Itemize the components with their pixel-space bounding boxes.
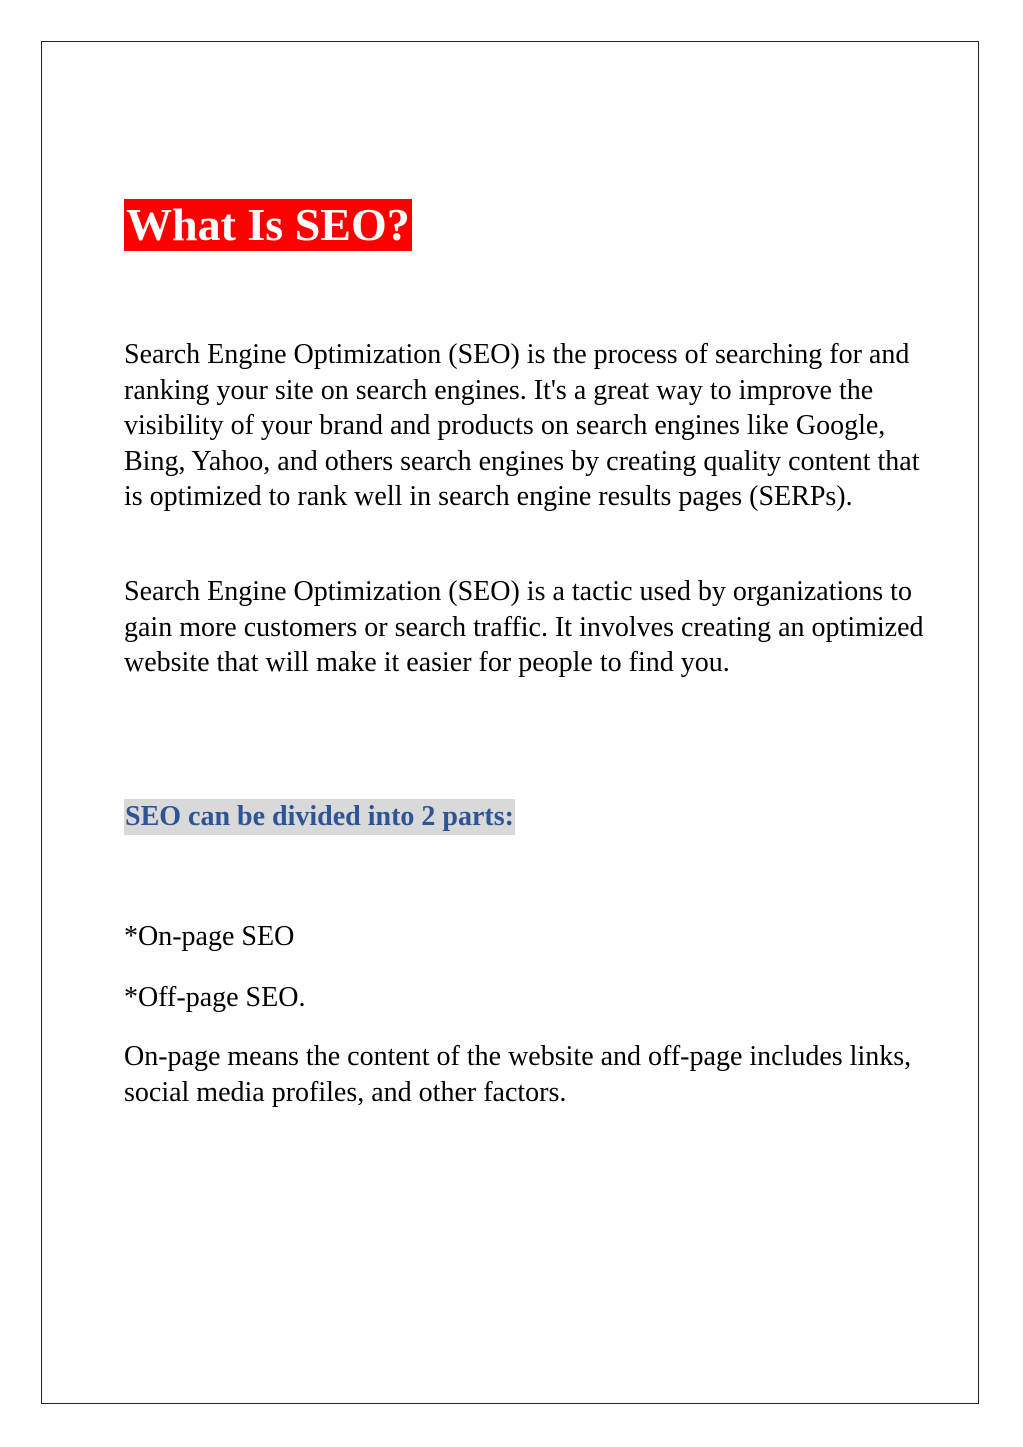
paragraph-seo-definition: Search Engine Optimization (SEO) is the process of searching for and ranking your site on search engines. It's a great way to improve the visibility of your brand and products on search engines like Google, Bing, Yahoo, and others search engines by creating quality content that is optimized to rank well in search engine results pages (SERPs). <box>124 339 920 512</box>
list-item-on-page: *On-page SEO <box>124 921 295 952</box>
section-subheading: SEO can be divided into 2 parts: <box>124 799 515 835</box>
paragraph-closing: On-page means the content of the website and off-page includes links, social media profiles, and other factors. <box>124 1041 912 1108</box>
document-page <box>41 41 979 1404</box>
page-title: What Is SEO? <box>126 199 410 250</box>
paragraph-seo-tactic: Search Engine Optimization (SEO) is a tactic used by organizations to gain more customers or search traffic. It involves creating an optimized website that will make it easier for people to find you. <box>124 576 924 678</box>
list-item-off-page: *Off-page SEO. <box>124 982 306 1013</box>
